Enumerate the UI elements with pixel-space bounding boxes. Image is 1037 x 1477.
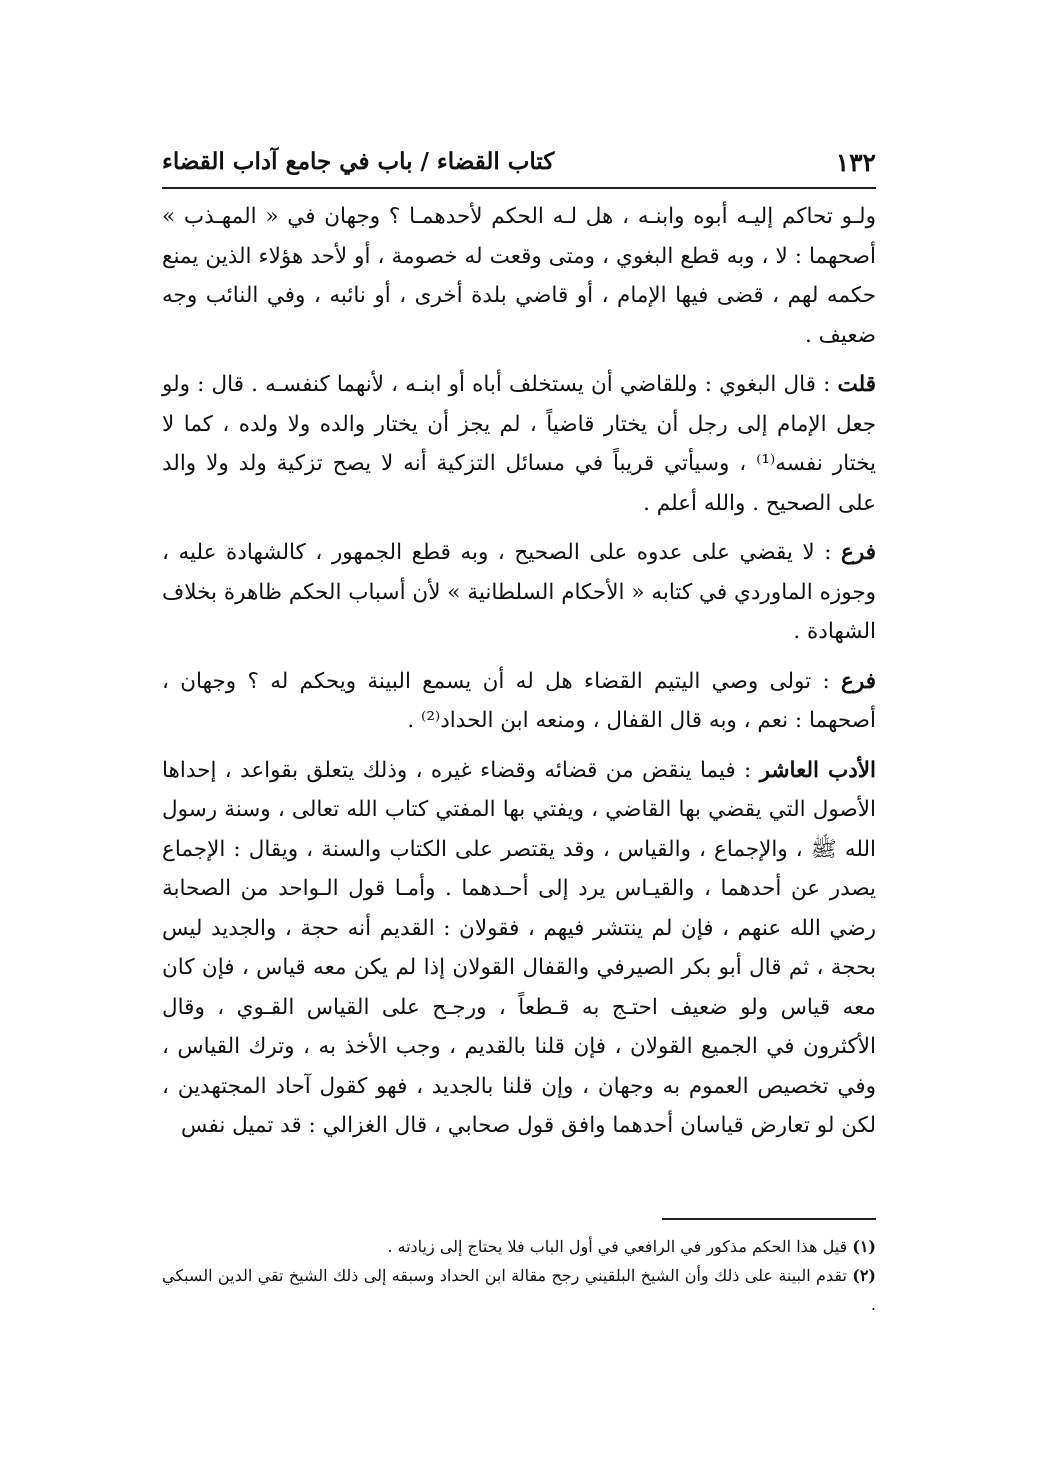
footnote-text: قيل هذا الحكم مذكور في الرافعي في أول الباب فلا يحتاج إلى زيادته . xyxy=(387,1237,848,1256)
page-number: ١٣٢ xyxy=(835,148,876,177)
paragraph-text: : لا يقضي على عدوه على الصحيح ، وبه قطع الجمهور ، كالشهادة عليه ، وجوزه الماوردي في كتابه « الأحكام السلطانية » لأن أسباب الحكم ظاهرة بخلاف الشهادة . xyxy=(162,540,876,644)
paragraph-text: ولـو تحاكم إليـه أبوه وابنـه ، هل لـه الحكم لأحدهمـا ؟ وجهان في « المهـذب » أصحهما : لا ، وبه قطع البغوي ، ومتى وقعت له خصومة ، أو لأحد هؤلاء الذين يمنع حكمه لهم ، قضى فيها الإمام ، أو قاضي بلدة أخرى ، أو نائبه ، وفي النائب وجه ضعيف . xyxy=(162,204,876,348)
paragraph-lead: قلت xyxy=(837,372,876,397)
footnote-rule xyxy=(662,1218,876,1220)
main-text xyxy=(162,197,876,1146)
paragraph-text: : تولى وصي اليتيم القضاء هل له أن يسمع البينة ويحكم له ؟ وجهان ، أصحهما : نعم ، وبه قال القفال ، ومنعه ابن الحداد⁽²⁾ . xyxy=(162,668,876,733)
footnotes xyxy=(162,1232,876,1319)
paragraph-lead: فرع xyxy=(841,668,876,694)
header-rule xyxy=(162,187,876,189)
running-title: كتاب القضاء / باب في جامع آداب القضاء xyxy=(162,148,555,175)
page-header xyxy=(162,148,876,182)
paragraph-text: : فيما ينقض من قضائه وقضاء غيره ، وذلك يتعلق بقواعد ، إحداها الأصول التي يقضي بها القاضي ، ويفتي بها المفتي كتاب الله تعالى ، وسنة رسول الله ﷺ ، والإجماع ، والقياس ، وقد يقتصر على الكتاب والسنة ، ويقال : الإجماع يصدر عن أحدهما ، والقيـاس يرد إلى أحـدهما . وأمـا قول الـواحد من الصحابة رضي الله عنهم ، فإن لم ينتشر فيهم ، فقولان : القديم أنه حجة ، والجديد ليس بحجة ، ثم قال أبو بكر الصيرفي والقفال القولان إذا لم يكن معه قياس ، فإن كان معه قياس ولو ضعيف احتـج به قـطعاً ، ورجـح على القياس القـوي ، وقال الأكثرون في الجميع القولان ، فإن قلنا بالقديم ، وجب الأخذ به ، وترك القياس ، وفي تخصيص العموم به وجهان ، وإن قلنا بالجديد ، فهو كقول آحاد المجتهدين ، لكن لو تعارض قياسان أحدهما وافق قول صحابي ، قال الغزالي : قد تميل نفس xyxy=(162,757,876,1138)
footnote-2 xyxy=(162,1261,876,1319)
paragraph-text: : قال البغوي : وللقاضي أن يستخلف أباه أو ابنـه ، لأنهما كنفسـه . قال : ولو جعل الإمام إلى رجل أن يختار قاضياً ، لم يجز أن يختار والده ولا ولده ، كما لا يختار نفسه⁽¹⁾ ، وسيأتي قريباً في مسائل التزكية أنه لا يصح تزكية ولد ولا والد على الصحيح . والله أعلم . xyxy=(162,372,877,516)
paragraph-3 xyxy=(162,533,876,652)
footnote-number: (٢) xyxy=(852,1266,876,1285)
footnote-text: تقدم البينة على ذلك وأن الشيخ البلقيني رجح مقالة ابن الحداد وسبقه إلى ذلك الشيخ تقي الدين السبكي . xyxy=(162,1266,876,1314)
paragraph-5 xyxy=(162,751,876,1146)
paragraph-4 xyxy=(162,662,876,741)
paragraph-lead: الأدب العاشر xyxy=(759,757,877,783)
paragraph-1 xyxy=(162,197,876,355)
paragraph-2 xyxy=(162,365,876,523)
footnote-1 xyxy=(162,1232,876,1261)
paragraph-lead: فرع xyxy=(841,540,876,565)
footnote-number: (١) xyxy=(852,1237,876,1256)
